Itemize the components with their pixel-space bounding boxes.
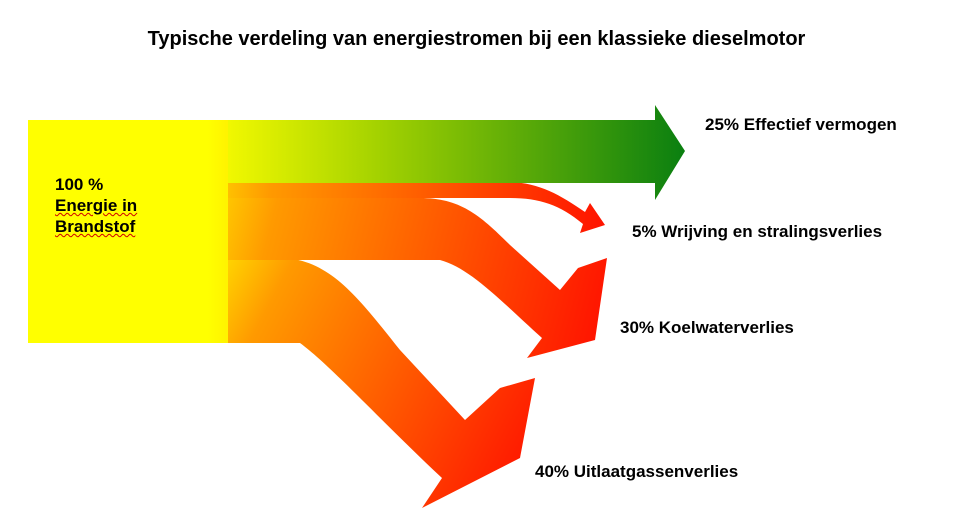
label-wrijving: 5% Wrijving en stralingsverlies <box>632 222 883 241</box>
flow-uitlaat <box>210 258 535 508</box>
source-label <box>55 174 137 237</box>
source-label-line3: Brandstof <box>55 217 136 236</box>
source-label-line2: Energie in <box>55 196 138 215</box>
label-koelwater: 30% Koelwaterverlies <box>620 318 794 337</box>
diagram-title: Typische verdeling van energiestromen bij een klassieke dieselmotor <box>147 28 806 50</box>
label-effectief: 25% Effectief vermogen <box>705 115 897 134</box>
source-label-line1: 100 % <box>55 175 104 194</box>
label-uitlaat: 40% Uitlaatgassenverlies <box>535 462 739 481</box>
